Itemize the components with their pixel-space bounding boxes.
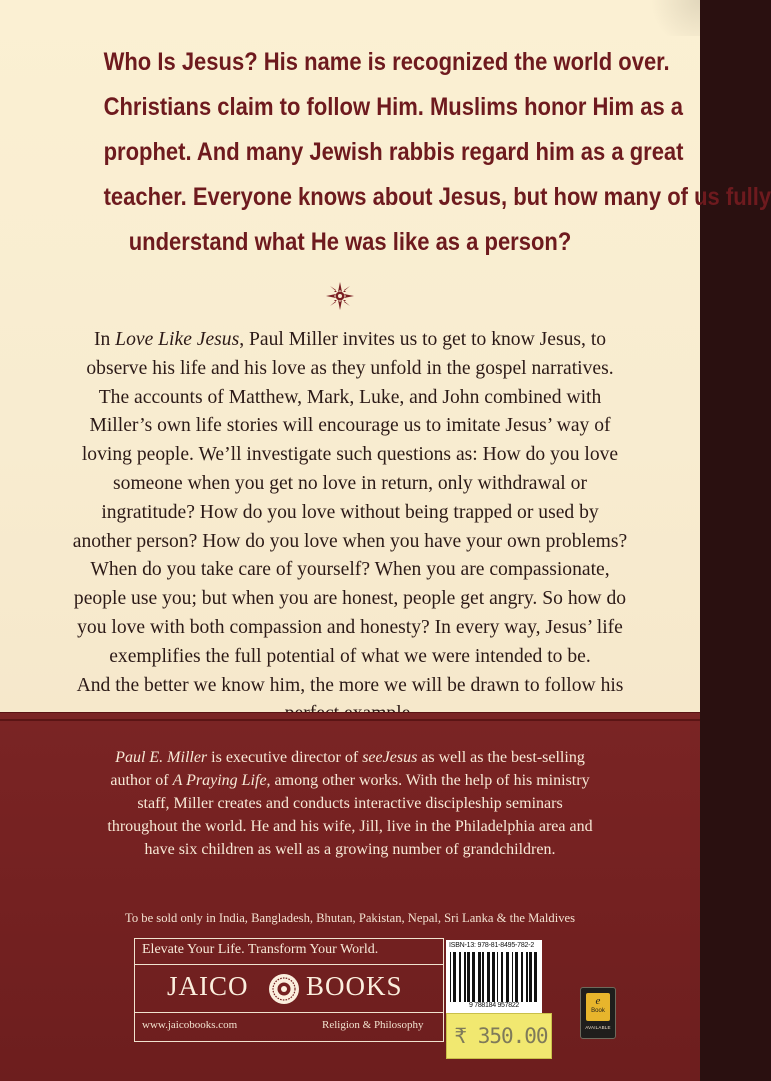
blurb-prefix: In <box>93 329 116 350</box>
barcode-bar <box>512 952 513 1002</box>
ebook-icon <box>586 993 610 1021</box>
publisher-name-left: JAICO <box>167 971 249 1001</box>
barcode-bar <box>459 952 461 1002</box>
barcode-bar <box>487 952 490 1002</box>
bio-line <box>40 769 660 792</box>
blurb-line: people use you; but when you are honest, people get angry. So how do <box>73 588 627 610</box>
organization-name: seeJesus <box>362 749 418 766</box>
headline-line: teacher. Everyone knows about Jesus, but how many of us fully <box>103 183 771 211</box>
barcode-bar <box>501 952 503 1002</box>
publisher-website: www.jaicobooks.com <box>142 1019 238 1031</box>
star-ornament-icon <box>325 281 355 311</box>
bio-text: as well as the best-selling <box>417 749 585 766</box>
sales-restriction-note: To be sold only in India, Bangladesh, Bhutan, Pakistan, Nepal, Sri Lanka & the Maldives <box>125 911 575 925</box>
barcode-bar <box>450 952 451 1002</box>
publisher-rule-top <box>134 964 444 965</box>
other-book-title: A Praying Life <box>172 772 267 789</box>
bio-line: throughout the world. He and his wife, Jill, live in the Philadelphia area and <box>107 818 593 835</box>
bio-line <box>40 746 660 769</box>
barcode-label <box>446 940 542 1014</box>
headline-questions <box>103 40 771 265</box>
barcode-bar <box>472 952 475 1002</box>
ebook-letter: e <box>595 995 601 1007</box>
barcode-bar <box>478 952 481 1002</box>
bio-line: have six children as well as a growing number of grandchildren. <box>144 841 556 858</box>
headline-line: Christians claim to follow Him. Muslims honor Him as a <box>103 93 684 121</box>
author-name: Paul E. Miller <box>115 749 208 766</box>
barcode-bar <box>467 952 470 1002</box>
headline-line: understand what He was like as a person? <box>128 228 572 256</box>
isbn-text: ISBN-13: 978-81-8495-782-2 <box>449 942 535 949</box>
publisher-rule-bottom <box>134 1012 444 1013</box>
barcode-bar <box>453 952 456 1002</box>
divider-band-lower <box>0 719 700 721</box>
blurb-line: someone when you get no love in return, only withdrawal or <box>113 472 587 494</box>
barcode-bar <box>521 952 523 1002</box>
publisher-name-right: BOOKS <box>306 971 403 1001</box>
blurb-line: observe his life and his love as they unfold in the gospel narratives. <box>86 357 614 379</box>
barcode-digits: 9 788184 957822 <box>469 1002 519 1009</box>
blurb-line <box>55 326 645 355</box>
publisher-tagline: Elevate Your Life. Transform Your World. <box>142 942 379 957</box>
blurb-line: Miller’s own life stories will encourage us to imitate Jesus’ way of <box>89 415 611 437</box>
barcode-icon <box>450 952 538 1002</box>
blurb-suffix: , Paul Miller invites us to get to know Jesus, to <box>239 329 607 350</box>
book-description <box>55 326 645 729</box>
ebook-status: AVAILABLE <box>585 1025 611 1030</box>
blurb-line: And the better we know him, the more we will be drawn to follow his <box>76 674 624 696</box>
ebook-badge <box>580 987 616 1039</box>
bio-text: , among other works. With the help of his ministry <box>266 772 590 789</box>
book-title: Love Like Jesus <box>115 329 240 350</box>
barcode-bar <box>482 952 484 1002</box>
bio-line: staff, Miller creates and conducts interactive discipleship seminars <box>137 795 563 812</box>
bio-text: author of <box>110 772 173 789</box>
barcode-bar <box>492 952 495 1002</box>
barcode-bar <box>534 952 537 1002</box>
bio-text: is executive director of <box>207 749 363 766</box>
blurb-line: loving people. We’ll investigate such questions as: How do you love <box>81 444 619 466</box>
headline-line: prophet. And many Jewish rabbis regard him as a great <box>103 138 684 166</box>
blurb-line: another person? How do you love when you have your own problems? <box>72 530 628 552</box>
price-sticker <box>446 1013 552 1059</box>
book-category: Religion & Philosophy <box>322 1019 424 1031</box>
barcode-bar <box>529 952 532 1002</box>
jaico-sun-logo-icon <box>268 973 300 1005</box>
barcode-bar <box>506 952 509 1002</box>
headline-line: Who Is Jesus? His name is recognized the world over. <box>103 48 670 76</box>
blurb-line: you love with both compassion and honesty? In every way, Jesus’ life <box>77 616 623 638</box>
barcode-bar <box>464 952 466 1002</box>
barcode-bar <box>526 952 528 1002</box>
barcode-bar <box>515 952 518 1002</box>
ebook-label: Book <box>591 1008 605 1014</box>
blurb-line: When do you take care of yourself? When you are compassionate, <box>90 559 610 581</box>
barcode-bar <box>497 952 498 1002</box>
blurb-line: exemplifies the full potential of what we were intended to be. <box>109 645 591 667</box>
corner-wear <box>640 0 700 36</box>
blurb-line: The accounts of Matthew, Mark, Luke, and John combined with <box>98 386 602 408</box>
price-text: ₹ 350.00 <box>454 1024 548 1048</box>
author-bio <box>40 746 660 861</box>
blurb-line: ingratitude? How do you love without being trapped or used by <box>101 501 599 523</box>
